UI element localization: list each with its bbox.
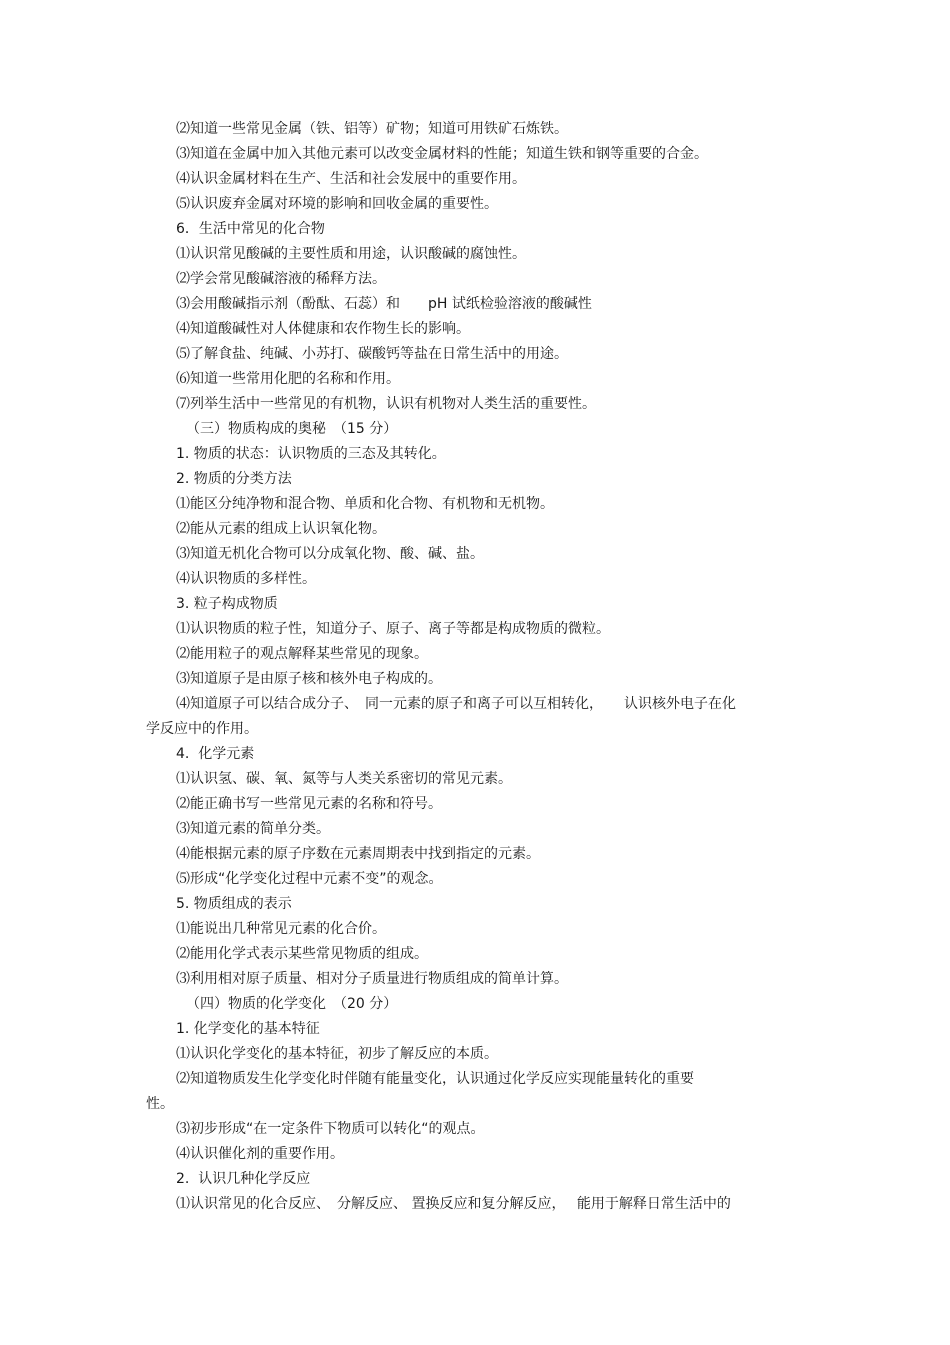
text-line: ⑴认识常见酸碱的主要性质和用途，认识酸碱的腐蚀性。 [176, 246, 526, 262]
text-line: ⑴认识物质的粒子性，知道分子、原子、离子等都是构成物质的微粒。 [176, 621, 610, 637]
text-line: ⑸认识废弃金属对环境的影响和回收金属的重要性。 [176, 196, 498, 212]
section-heading: 6．生活中常见的化合物 [176, 221, 325, 237]
text-line: ⑴能区分纯净物和混合物、单质和化合物、有机物和无机物。 [176, 496, 554, 512]
text-line: ⑴认识常见的化合反应、 分解反应、 置换反应和复分解反应， 能用于解释日常生活中的 [176, 1196, 731, 1212]
text-line: ⑵能用化学式表示某些常见物质的组成。 [176, 946, 428, 962]
text-line: 性。 [146, 1096, 174, 1112]
text-line: ⑴能说出几种常见元素的化合价。 [176, 921, 386, 937]
text-line: ⑵知道一些常见金属（铁、铝等）矿物；知道可用铁矿石炼铁。 [176, 121, 568, 137]
text-line: ⑶知道无机化合物可以分成氧化物、酸、碱、盐。 [176, 546, 484, 562]
text-line: ⑵能从元素的组成上认识氧化物。 [176, 521, 386, 537]
text-line: ⑵能用粒子的观点解释某些常见的现象。 [176, 646, 428, 662]
section-heading: 2. 认识几种化学反应 [176, 1171, 311, 1187]
section-heading: 1. 化学变化的基本特征 [176, 1021, 320, 1037]
section-heading: 3. 粒子构成物质 [176, 596, 278, 612]
text-line: ⑵学会常见酸碱溶液的稀释方法。 [176, 271, 386, 287]
text-line: ⑶会用酸碱指示剂（酚酞、石蕊）和 pH 试纸检验溶液的酸碱性 [176, 296, 592, 312]
text-line: ⑶知道原子是由原子核和核外电子构成的。 [176, 671, 442, 687]
text-line: ⑶知道在金属中加入其他元素可以改变金属材料的性能；知道生铁和钢等重要的合金。 [176, 146, 708, 162]
text-line: ⑴认识化学变化的基本特征，初步了解反应的本质。 [176, 1046, 498, 1062]
text-line: ⑴认识氢、碳、氧、氮等与人类关系密切的常见元素。 [176, 771, 512, 787]
text-line: ⑺列举生活中一些常见的有机物，认识有机物对人类生活的重要性。 [176, 396, 596, 412]
text-line: ⑷认识金属材料在生产、生活和社会发展中的重要作用。 [176, 171, 526, 187]
text-line: ⑹知道一些常用化肥的名称和作用。 [176, 371, 400, 387]
section-heading: 1. 物质的状态：认识物质的三态及其转化。 [176, 446, 446, 462]
text-line: ⑷知道酸碱性对人体健康和农作物生长的影响。 [176, 321, 470, 337]
text-line: ⑶知道元素的简单分类。 [176, 821, 330, 837]
text-line: ⑶初步形成“在一定条件下物质可以转化“的观点。 [176, 1121, 485, 1137]
text-line: ⑸了解食盐、纯碱、小苏打、碳酸钙等盐在日常生活中的用途。 [176, 346, 568, 362]
part-heading: （三）物质构成的奥秘 （15 分） [186, 421, 398, 437]
section-heading: 2. 物质的分类方法 [176, 471, 292, 487]
section-heading: 4. 化学元素 [176, 746, 255, 762]
text-line: ⑸形成“化学变化过程中元素不变”的观念。 [176, 871, 443, 887]
text-line: ⑷能根据元素的原子序数在元素周期表中找到指定的元素。 [176, 846, 540, 862]
text-line: ⑷认识催化剂的重要作用。 [176, 1146, 344, 1162]
part-heading: （四）物质的化学变化 （20 分） [186, 996, 398, 1012]
text-line: ⑵知道物质发生化学变化时伴随有能量变化，认识通过化学反应实现能量转化的重要 [176, 1071, 694, 1087]
text-line: 学反应中的作用。 [146, 721, 258, 737]
text-line: ⑶利用相对原子质量、相对分子质量进行物质组成的简单计算。 [176, 971, 568, 987]
text-line: ⑵能正确书写一些常见元素的名称和符号。 [176, 796, 442, 812]
text-line: ⑷认识物质的多样性。 [176, 571, 316, 587]
section-heading: 5. 物质组成的表示 [176, 896, 292, 912]
text-line: ⑷知道原子可以结合成分子、 同一元素的原子和离子可以互相转化， 认识核外电子在化 [176, 696, 736, 712]
